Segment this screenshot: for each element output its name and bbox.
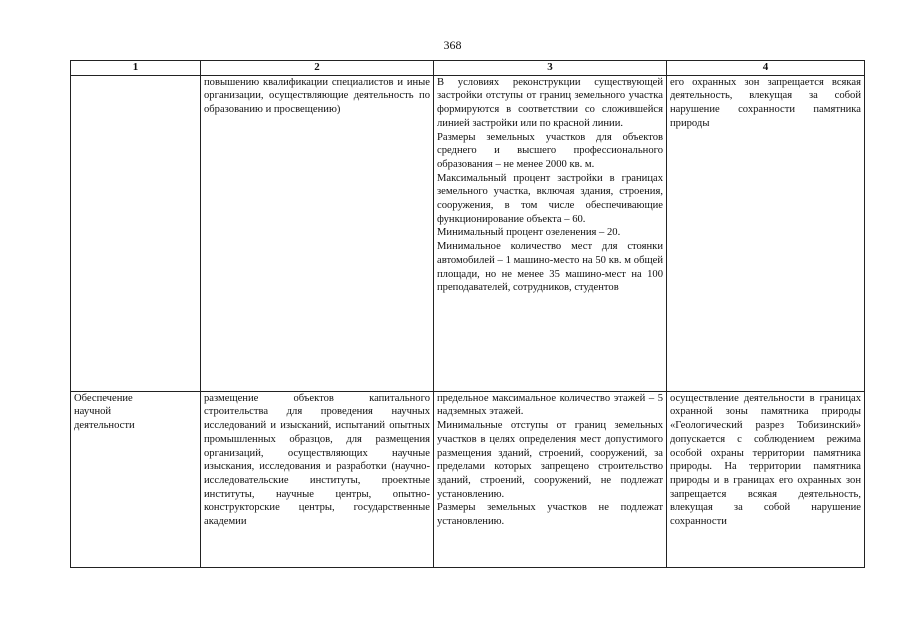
row2-use-type-cell xyxy=(71,391,201,567)
row2-description-cell xyxy=(201,391,434,567)
column-header-1: 1 xyxy=(71,61,201,76)
row1-restrictions-cell xyxy=(667,75,865,391)
column-header-2: 2 xyxy=(201,61,434,76)
regulations-table xyxy=(70,60,865,568)
column-header-4: 4 xyxy=(667,61,865,76)
row2-parameters-cell xyxy=(434,391,667,567)
table-header-row xyxy=(71,61,865,76)
row1-parameter-paragraph: Минимальное количество мест для стоянки автомобилей – 1 машино-место на 50 кв. м общей площади, но не менее 35 машино-мест на 100 преподавателей, сотрудников, студентов xyxy=(437,241,663,294)
row2-restrictions-text: осуществление деятельности в границах охранной зоны памятника природы «Геологический разрез Тобизинский» допускается с соблюдением режима особой охраны территории памятника природы. На территории памятника природы и в границах его охранных зон запрещается всякая деятельность, влекущая за собой нарушение сохранности xyxy=(670,392,861,528)
row1-parameter-paragraph: Максимальный процент застройки в границах земельного участка, включая здания, строения, сооружения, в том числе обеспечивающие функционирование объекта – 60. xyxy=(437,172,663,225)
row1-restrictions-text: его охранных зон запрещается всякая деятельность, влекущая за собой нарушение сохранности памятника природы xyxy=(670,76,861,129)
row2-parameter-paragraph: Размеры земельных участков не подлежат установлению. xyxy=(437,502,663,528)
row2-use-type-text: Обеспечение научной деятельности xyxy=(74,392,135,432)
column-header-3: 3 xyxy=(434,61,667,76)
row1-description-cell xyxy=(201,75,434,391)
row2-parameter-paragraph: предельное максимальное количество этажей – 5 надземных этажей. xyxy=(437,392,663,418)
table-row xyxy=(71,391,865,567)
row1-use-type-cell xyxy=(71,75,201,391)
table-row xyxy=(71,75,865,391)
row2-description-text: размещение объектов капитального строительства для проведения научных исследований и изысканий, испытаний опытных промышленных образцов, для размещения организаций, осуществляющих научные изыскания, исследования и разработки (научно-исследовательские институты, проектные институты, научные центры, опытно-конструкторские центры, государственные академии xyxy=(204,392,430,528)
row1-parameters-cell xyxy=(434,75,667,391)
row2-parameter-paragraph: Минимальные отступы от границ земельных участков в целях определения мест допустимого размещения зданий, строений, сооружений, за пределами которых запрещено строительство зданий, строений, сооружений, не подлежат установлению. xyxy=(437,420,663,500)
row2-restrictions-cell xyxy=(667,391,865,567)
row1-parameter-paragraph: Размеры земельных участков для объектов среднего и высшего профессионального образования – не менее 2000 кв. м. xyxy=(437,131,663,170)
row1-parameter-paragraph: Минимальный процент озеленения – 20. xyxy=(437,227,621,239)
row1-parameter-paragraph: В условиях реконструкции существующей застройки отступы от границ земельного участка формируются в соответствии со сложившейся линией застройки или по красной линии. xyxy=(437,76,663,129)
page-number: 368 xyxy=(443,38,462,52)
row1-description-text: повышению квалификации специалистов и иные организации, осуществляющие деятельность по образованию и просвещению) xyxy=(204,76,430,116)
